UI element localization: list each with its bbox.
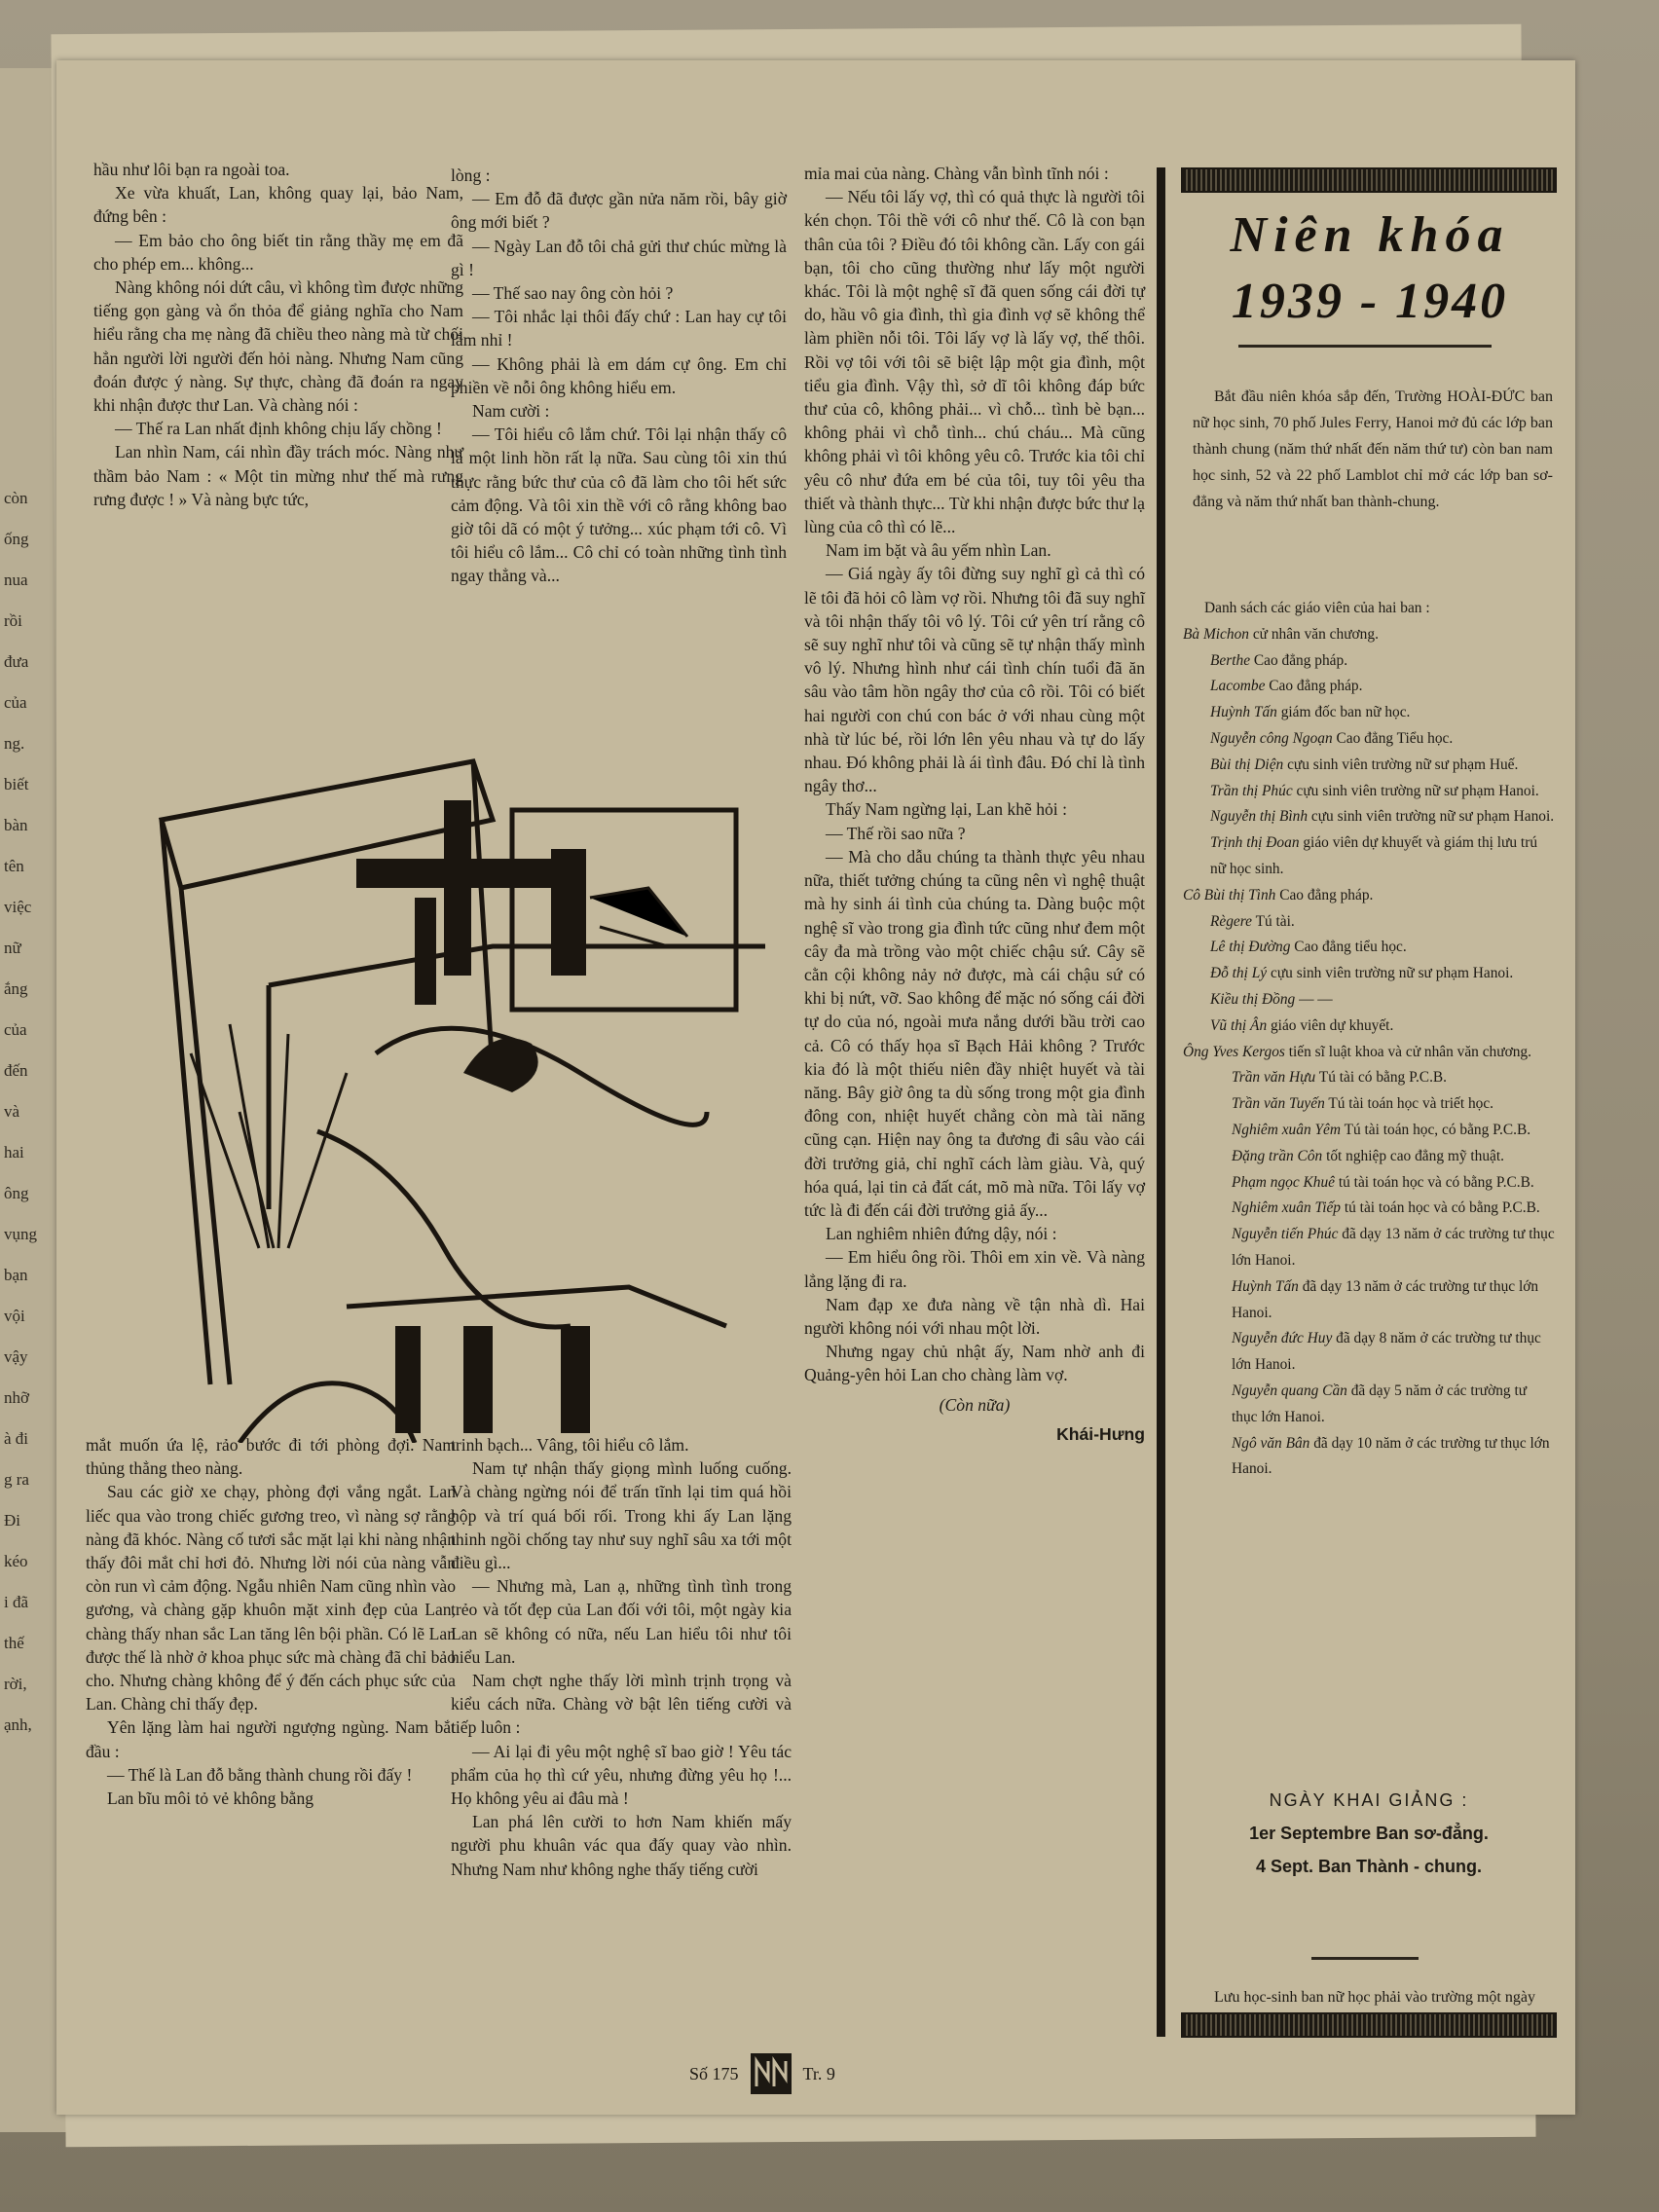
staff-entry: [1183, 1196, 1555, 1222]
paragraph: Nhưng ngay chủ nhật ấy, Nam nhờ anh đi Quảng-yên hỏi Lan cho chàng làm vợ.: [804, 1342, 1145, 1385]
staff-name: Đặng trần Côn: [1232, 1147, 1323, 1164]
staff-name: Règere: [1210, 912, 1253, 930]
staff-entry: [1183, 1326, 1555, 1379]
paragraph: — Tôi hiểu cô lắm chứ. Tôi lại nhận thấy cô là một linh hồn rất lạ nữa. Sau cùng tôi xin thú thực rằng bức thư của cô đã làm cho tôi hết sức cảm động. Và tôi xin thề với cô rằng không bao giờ tôi dã có một ý tưởng... xúc phạm tới cô. Vì tôi hiểu cô lắm... Cô chỉ có toàn những tình tình ngay thẳng và...: [451, 424, 787, 586]
staff-entry: [1183, 1222, 1555, 1274]
paragraph: — Giá ngày ấy tôi đừng suy nghĩ gì cả thì có lẽ tôi đã hỏi cô làm vợ rồi. Nhưng tôi đã suy nghĩ và tôi nhận thấy tôi vô lý. Tôi cứ yên trí rằng cô sẽ suy nghĩ như tôi và cũng sẽ tự nhận thấy mình vô lý. Nhưng hình như cái tình chín tuổi đã ăn sâu vào tâm hồn ngây thơ của cô rồi. Tôi có biết hai người con chú con bác ở với nhau cùng một nhà từ lúc bé, rồi lớn lên yêu nhau và tự do lấy nhau. Đó không phải là ái tình đâu. Đó chỉ là tình ngây thơ...: [804, 564, 1145, 796]
left-page-fragment: hai: [4, 1143, 24, 1161]
staff-name: Nghiêm xuân Tiếp: [1232, 1199, 1342, 1217]
paragraph: Lan nghiêm nhiên đứng dậy, nói :: [826, 1224, 1057, 1244]
staff-list: [1183, 596, 1555, 1483]
paragraph: hầu như lôi bạn ra ngoài toa.: [93, 160, 290, 179]
left-page-fragment: rồi: [4, 611, 22, 630]
staff-qualification: cựu sinh viên trường nữ sư phạm Hanoi.: [1308, 808, 1555, 826]
staff-qualification: tiến sĩ luật khoa và cử nhân văn chương.: [1284, 1043, 1531, 1060]
paragraph: — Ngày Lan đỗ tôi chả gửi thư chúc mừng là gì !: [451, 236, 787, 279]
staff-qualification: đã dạy 8 năm ở các trường tư thục lớn Hanoi.: [1232, 1330, 1541, 1374]
hatch-rule-bottom: [1181, 2012, 1557, 2038]
paragraph: — Thế sao nay ông còn hỏi ?: [472, 283, 674, 304]
staff-qualification: đã dạy 13 năm ở các trường tư thục lớn Hanoi.: [1232, 1277, 1539, 1321]
staff-qualification: đã dạy 13 năm ở các trường tư thục lớn Hanoi.: [1232, 1226, 1555, 1269]
staff-name: Vũ thị Ân: [1210, 1016, 1268, 1034]
left-page-fragment: vội: [4, 1307, 25, 1325]
staff-entry: [1183, 753, 1555, 779]
paragraph: Lan nhìn Nam, cái nhìn đầy trách móc. Nàng như thầm bảo Nam : « Một tin mừng như thế mà rưng rưng được ! » Và nàng bực tức,: [93, 442, 463, 509]
announcement-title: Niên khóa: [1230, 207, 1510, 263]
staff-qualification: Tú tài toán học và triết học.: [1324, 1095, 1494, 1113]
staff-entry: [1183, 1274, 1555, 1327]
staff-entry: [1183, 1040, 1555, 1066]
left-page-fragment: ắng: [4, 979, 28, 998]
story-column-1-top: [93, 158, 463, 511]
paragraph: — Nhưng mà, Lan ạ, những tình tình trong trẻo và tốt đẹp của Lan đối với tôi, một ngày kia Lan sẽ không có nữa, nếu Lan hiểu tôi như tôi hiểu Lan.: [451, 1576, 792, 1667]
staff-qualification: cựu sinh viên trường nữ sư phạm Hanoi.: [1292, 782, 1539, 799]
staff-entry: [1183, 674, 1555, 700]
staff-name: Berthe: [1210, 651, 1251, 669]
staff-heading: Danh sách các giáo viên của hai ban :: [1204, 600, 1430, 616]
staff-entry: [1183, 804, 1555, 830]
school-announcement-box: [1157, 167, 1560, 2037]
paragraph: — Nếu tôi lấy vợ, thì có quả thực là người tôi kén chọn. Tôi thề với cô như thế. Cô là con bạn thân của tôi ? Điều đó tôi không cần. Lấy con gái bạn, tôi cho cũng thường như lấy một người khác. Tôi là một nghệ sĩ đã quen sống cái đời tự do, hầu vô gia đình, thì gia đình vợ sẽ không thể làm phiền nỗi tôi. Tôi lấy vợ là lấy vợ, thế thôi. Rồi vợ tôi với tôi sẽ biệt lập một gia đình, một tiểu gia đình. Vậy thì, sở dĩ tôi không đáp bức thư của cô, không phải... vì chỗ... tình bè bạn... không phải vì chỗ tình... chú cháu... Mà cũng không phải vì tôi không yêu cô. Trước kia tôi chỉ yêu cô như đứa em bé của tôi, tuy tôi yêu tha thiết và thành thực... Từ khi nhận được bức thư lạ lùng của cô thì có lẽ...: [804, 187, 1145, 537]
left-page-fragment: nhỡ: [4, 1388, 29, 1407]
staff-name: Trịnh thị Đoan: [1210, 834, 1300, 852]
paragraph: Nam đạp xe đưa nàng về tận nhà dì. Hai người không nói với nhau một lời.: [804, 1294, 1145, 1338]
staff-qualification: tốt nghiệp cao đẳng mỹ thuật.: [1322, 1147, 1505, 1164]
staff-name: Ông Yves Kergos: [1183, 1043, 1285, 1060]
staff-qualification: cựu sinh viên trường nữ sư phạm Huế.: [1283, 756, 1519, 773]
left-page-fragment: bàn: [4, 816, 28, 834]
left-page-fragment: tên: [4, 857, 24, 875]
staff-name: Phạm ngọc Khuê: [1232, 1173, 1336, 1191]
paragraph: — Mà cho dẫu chúng ta thành thực yêu nhau nữa, thiết tưởng chúng ta cũng nên vì nghệ thuật mà hy sinh ái tình của chúng ta. Dàng buộc một nghệ sĩ vào trong gia đình tức cũng như đem một cây đa mà trồng vào một chiếc chậu sứ. Cây sẽ cằn cội không nảy nở được, mà cái chậu sứ có khi bị nứt, vỡ. Sao không để mặc nó sống cái đời tự do của nó, ngoài mưa nắng dưới bầu trời cao cả. Cô có thấy họa sĩ Bạch Hải không ? Trước kia đó là một thiếu niên đầy nhiệt huyết và tài năng. Bây giờ ông ta dù sống trong một gia đình đông con, nhiệt huyết chẳng còn mà tài năng cũng cạn. Hiện nay ông ta đương đi sâu vào cái đời trưởng giả, chỉ nghĩ cách làm giàu. Và, quý hóa quá, lại tin cả đất cát, mõ mà nữa. Tôi lấy vợ tức là đi đến cái đời trưởng giả ấy...: [804, 846, 1145, 1220]
page-number: Tr. 9: [802, 2063, 835, 2083]
paragraph: lòng :: [451, 166, 491, 185]
left-page-fragment: đưa: [4, 652, 29, 671]
opening-heading: NGÀY KHAI GIẢNG :: [1269, 1790, 1469, 1810]
left-page-fragment: ạnh,: [4, 1715, 32, 1734]
story-column-1-bottom: [86, 1433, 456, 1810]
paragraph: — Ai lại đi yêu một nghệ sĩ bao giờ ! Yêu tác phẩm của họ thì cứ yêu, nhưng đừng yêu họ !... Họ không yêu ai đâu mà !: [451, 1741, 792, 1809]
left-page-fragment: nua: [4, 571, 28, 589]
paragraph: Nàng không nói dứt câu, vì không tìm được những tiếng gọn gàng và ổn thỏa để giảng nghĩa cho Nam hiểu rằng cha mẹ nàng đã chiều theo nàng mà từ chối hẳn người lời người đến hỏi nàng. Nhưng Nam cũng đoán được ý nàng. Sự thực, chàng đã đoán ra ngay khi nhận được thư Lan. Và chàng nói :: [93, 277, 463, 416]
staff-entry: [1183, 1091, 1555, 1118]
staff-entry: [1183, 1118, 1555, 1144]
paragraph: Lan bĩu môi tỏ vẻ không bằng: [107, 1788, 314, 1809]
paragraph: Nam cười :: [472, 401, 550, 422]
hatch-rule-top: [1181, 167, 1557, 193]
staff-entry: [1183, 1144, 1555, 1170]
staff-qualification: đã dạy 5 năm ở các trường tư thục lớn Hanoi.: [1232, 1382, 1528, 1425]
staff-entry: [1183, 961, 1555, 987]
staff-name: Nghiêm xuân Yêm: [1232, 1121, 1341, 1138]
left-page-fragment: g ra: [4, 1470, 29, 1489]
staff-qualification: Cao đẳng tiểu học.: [1290, 939, 1407, 956]
left-page-fragment: i đã: [4, 1593, 29, 1611]
staff-name: Nguyễn thị Bình: [1210, 808, 1309, 826]
paragraph: Thấy Nam ngừng lại, Lan khẽ hỏi :: [826, 799, 1067, 820]
staff-qualification: Cao đẳng pháp.: [1265, 678, 1363, 695]
paragraph: — Tôi nhắc lại thôi đấy chứ : Lan hay cự tôi lắm nhỉ !: [451, 307, 787, 350]
paragraph: — Em hiểu ông rồi. Thôi em xin về. Và nàng lẳng lặng đi ra.: [804, 1247, 1145, 1291]
divider-rule: [1311, 1957, 1419, 1960]
paragraph: Nam im bặt và âu yếm nhìn Lan.: [826, 540, 1051, 561]
paragraph: — Thế là Lan đỗ bằng thành chung rồi đấy !: [107, 1764, 413, 1785]
paragraph: Nam chợt nghe thấy lời mình trịnh trọng và kiểu cách nữa. Chàng vờ bật lên tiếng cười và tiếp luôn :: [451, 1671, 792, 1738]
paragraph: Yên lặng làm hai người ngượng ngùng. Nam bắt đầu :: [86, 1717, 456, 1761]
left-page-fragment: kéo: [4, 1552, 28, 1570]
staff-qualification: giám đốc ban nữ học.: [1276, 704, 1411, 721]
paragraph: mắt muốn ứa lệ, rảo bước đi tới phòng đợi. Nam thủng thẳng theo nàng.: [86, 1435, 456, 1479]
staff-name: Bà Michon: [1183, 625, 1249, 643]
staff-name: Nguyễn quang Cần: [1232, 1382, 1347, 1399]
staff-qualification: tú tài toán học và có bằng P.C.B.: [1341, 1199, 1540, 1217]
left-page-fragment: vụng: [4, 1225, 37, 1243]
staff-entry: [1183, 883, 1555, 909]
opening-dates: [1183, 1784, 1555, 1883]
announcement-intro: Bắt đầu niên khóa sắp đến, Trường HOÀI-ĐỨC ban nữ học sinh, 70 phố Jules Ferry, Hanoi mở đủ các lớp ban thành chung (năm thứ nhất đến năm thứ tư) còn ban nam học sinh, 52 và 22 phố Lamblot chỉ mở các lớp ban sơ-đẳng và năm thứ nhất ban thành-chung.: [1193, 388, 1553, 510]
continued-note: (Còn nữa): [939, 1394, 1011, 1415]
left-page-fragment: nữ: [4, 939, 21, 957]
paragraph: Xe vừa khuất, Lan, không quay lại, bảo Nam, đứng bên :: [93, 183, 463, 227]
staff-name: Đỗ thị Lý: [1210, 965, 1268, 982]
staff-entry: [1183, 830, 1555, 883]
staff-name: Bùi thị Diện: [1210, 756, 1284, 773]
staff-name: Lacombe: [1210, 678, 1266, 695]
newspaper-logo-icon: [749, 2051, 793, 2096]
staff-qualification: cử nhân văn chương.: [1248, 625, 1379, 643]
staff-name: Cô Bùi thị Tình: [1183, 886, 1276, 903]
staff-name: Nguyễn tiến Phúc: [1232, 1226, 1339, 1243]
opening-date-1: 1er Septembre Ban sơ-đẳng.: [1249, 1824, 1489, 1843]
staff-entry: [1183, 1431, 1555, 1484]
left-page-fragment: Đi: [4, 1511, 20, 1530]
paragraph: Sau các giờ xe chạy, phòng đợi vắng ngắt. Lan liếc qua vào trong chiếc gương treo, vì nàng sợ rằng nàng đã khóc. Nàng cố tươi sắc mặt lại khi nàng nhận thấy đôi mắt chỉ hơi đỏ. Nhưng lời nói của nàng vẫn còn run vì cảm động. Ngẫu nhiên Nam cũng nhìn vào gương, và chàng gặp khuôn mặt xinh đẹp của Lan, chàng thấy nhan sắc Lan tăng lên bội phần. Có lẽ Lan được thế là nhờ ở khoa phục sức mà chàng đã chỉ bảo cho. Nhưng chàng không để ý đến cách phục sức của Lan. Chàng chỉ thấy đẹp.: [86, 1482, 456, 1714]
left-page-fragment: ông: [4, 1184, 29, 1202]
staff-qualification: tú tài toán học và có bằng P.C.B.: [1335, 1173, 1534, 1191]
staff-name: Huỳnh Tấn: [1210, 704, 1277, 721]
story-column-2-top: [451, 164, 787, 588]
left-page-fragment: của: [4, 693, 27, 712]
staff-name: Huỳnh Tấn: [1232, 1277, 1299, 1295]
staff-qualification: Tú tài có bằng P.C.B.: [1315, 1069, 1448, 1087]
left-page-fragment: à đi: [4, 1429, 29, 1448]
staff-entry: [1183, 987, 1555, 1014]
staff-name: Lê thị Đường: [1210, 939, 1291, 956]
staff-name: Nguyễn đức Huy: [1232, 1330, 1333, 1347]
paragraph: Lan phá lên cười to hơn Nam khiến mấy người phu khuân vác qua đấy quay vào nhìn. Nhưng Nam như không nghe thấy tiếng cười: [451, 1812, 792, 1879]
left-page-fragment: biết: [4, 775, 29, 793]
boarding-note: Lưu học-sinh ban nữ học phải vào trường một ngày: [1214, 1989, 1535, 2006]
staff-entry: [1183, 779, 1555, 805]
issue-number: Số 175: [689, 2063, 739, 2083]
staff-name: Trần thị Phúc: [1210, 782, 1293, 799]
opening-date-2: 4 Sept. Ban Thành - chung.: [1255, 1857, 1482, 1876]
staff-entry: [1183, 648, 1555, 675]
staff-entry: [1183, 909, 1555, 936]
staff-entry: [1183, 1014, 1555, 1040]
left-page-fragment: thế: [4, 1634, 24, 1652]
left-page-fragment: ống: [4, 530, 29, 548]
staff-name: Ngô văn Bân: [1232, 1434, 1310, 1452]
staff-name: Trần văn Hựu: [1232, 1069, 1316, 1087]
staff-qualification: giáo viên dự khuyết và giám thị lưu trú nữ học sinh.: [1210, 834, 1538, 877]
staff-qualification: Cao đẳng Tiểu học.: [1332, 729, 1454, 747]
author-signature: Khái-Hưng: [1056, 1423, 1145, 1444]
paragraph: Nam tự nhận thấy giọng mình luống cuống. Và chàng ngừng nói để trấn tĩnh lại tim quá hồi hộp và trí quá bối rối. Trong khi ấy Lan lặng thinh ngồi chống tay như suy nghĩ sâu xa tới một điều gì...: [451, 1458, 792, 1573]
left-page-fragment: bạn: [4, 1266, 28, 1284]
story-illustration: [123, 703, 765, 1443]
staff-qualification: Tú tài.: [1252, 912, 1295, 930]
paragraph: — Em đỗ đã được gần nửa năm rồi, bây giờ ông mới biết ?: [451, 189, 787, 233]
paragraph: — Em bảo cho ông biết tin rằng thầy mẹ em đã cho phép em... không...: [93, 230, 463, 274]
staff-entry: [1183, 726, 1555, 753]
announcement-years: 1939 - 1940: [1231, 274, 1509, 329]
paragraph: — Thế rồi sao nữa ?: [826, 823, 966, 843]
paragraph: — Thế ra Lan nhất định không chịu lấy chồng !: [115, 419, 442, 439]
story-column-3: [804, 162, 1145, 1446]
staff-entry: [1183, 1170, 1555, 1197]
paragraph: mỉa mai của nàng. Chàng vẫn bình tĩnh nói :: [804, 164, 1109, 183]
staff-name: Nguyễn công Ngoạn: [1210, 729, 1333, 747]
staff-qualification: — —: [1295, 990, 1333, 1008]
left-page-fragment: việc: [4, 898, 32, 916]
story-column-2-bottom: [451, 1433, 792, 1881]
left-page-fragment: rời,: [4, 1675, 27, 1693]
paragraph: — Không phải là em dám cự ông. Em chỉ phiền về nỗi ông không hiểu em.: [451, 353, 787, 397]
staff-qualification: giáo viên dự khuyết.: [1267, 1016, 1394, 1034]
staff-entry: [1183, 1379, 1555, 1431]
staff-qualification: Tú tài toán học, có bằng P.C.B.: [1341, 1121, 1531, 1138]
staff-name: Trần văn Tuyến: [1232, 1095, 1325, 1113]
staff-entry: [1183, 935, 1555, 961]
staff-qualification: Cao đẳng pháp.: [1250, 651, 1348, 669]
staff-name: Kiều thị Đồng: [1210, 990, 1296, 1008]
newspaper-page: [56, 60, 1575, 2115]
left-page-fragment: đến: [4, 1061, 28, 1080]
staff-qualification: Cao đẳng pháp.: [1275, 886, 1374, 903]
staff-entry: [1183, 1065, 1555, 1091]
staff-qualification: cựu sinh viên trường nữ sư phạm Hanoi.: [1267, 965, 1514, 982]
left-page-fragment: của: [4, 1020, 27, 1039]
staff-entry: [1183, 622, 1555, 648]
left-page-fragment: và: [4, 1102, 20, 1121]
left-page-fragment: vậy: [4, 1347, 28, 1366]
left-page-fragment: ng.: [4, 734, 25, 753]
staff-entry: [1183, 700, 1555, 726]
page-folio: [689, 2046, 913, 2101]
ornament-rule: [1238, 345, 1492, 348]
left-page-fragment: còn: [4, 489, 28, 507]
staff-qualification: đã dạy 10 năm ở các trường tư thục lớn Hanoi.: [1232, 1434, 1550, 1478]
paragraph: trinh bạch... Vâng, tôi hiểu cô lắm.: [451, 1435, 689, 1455]
